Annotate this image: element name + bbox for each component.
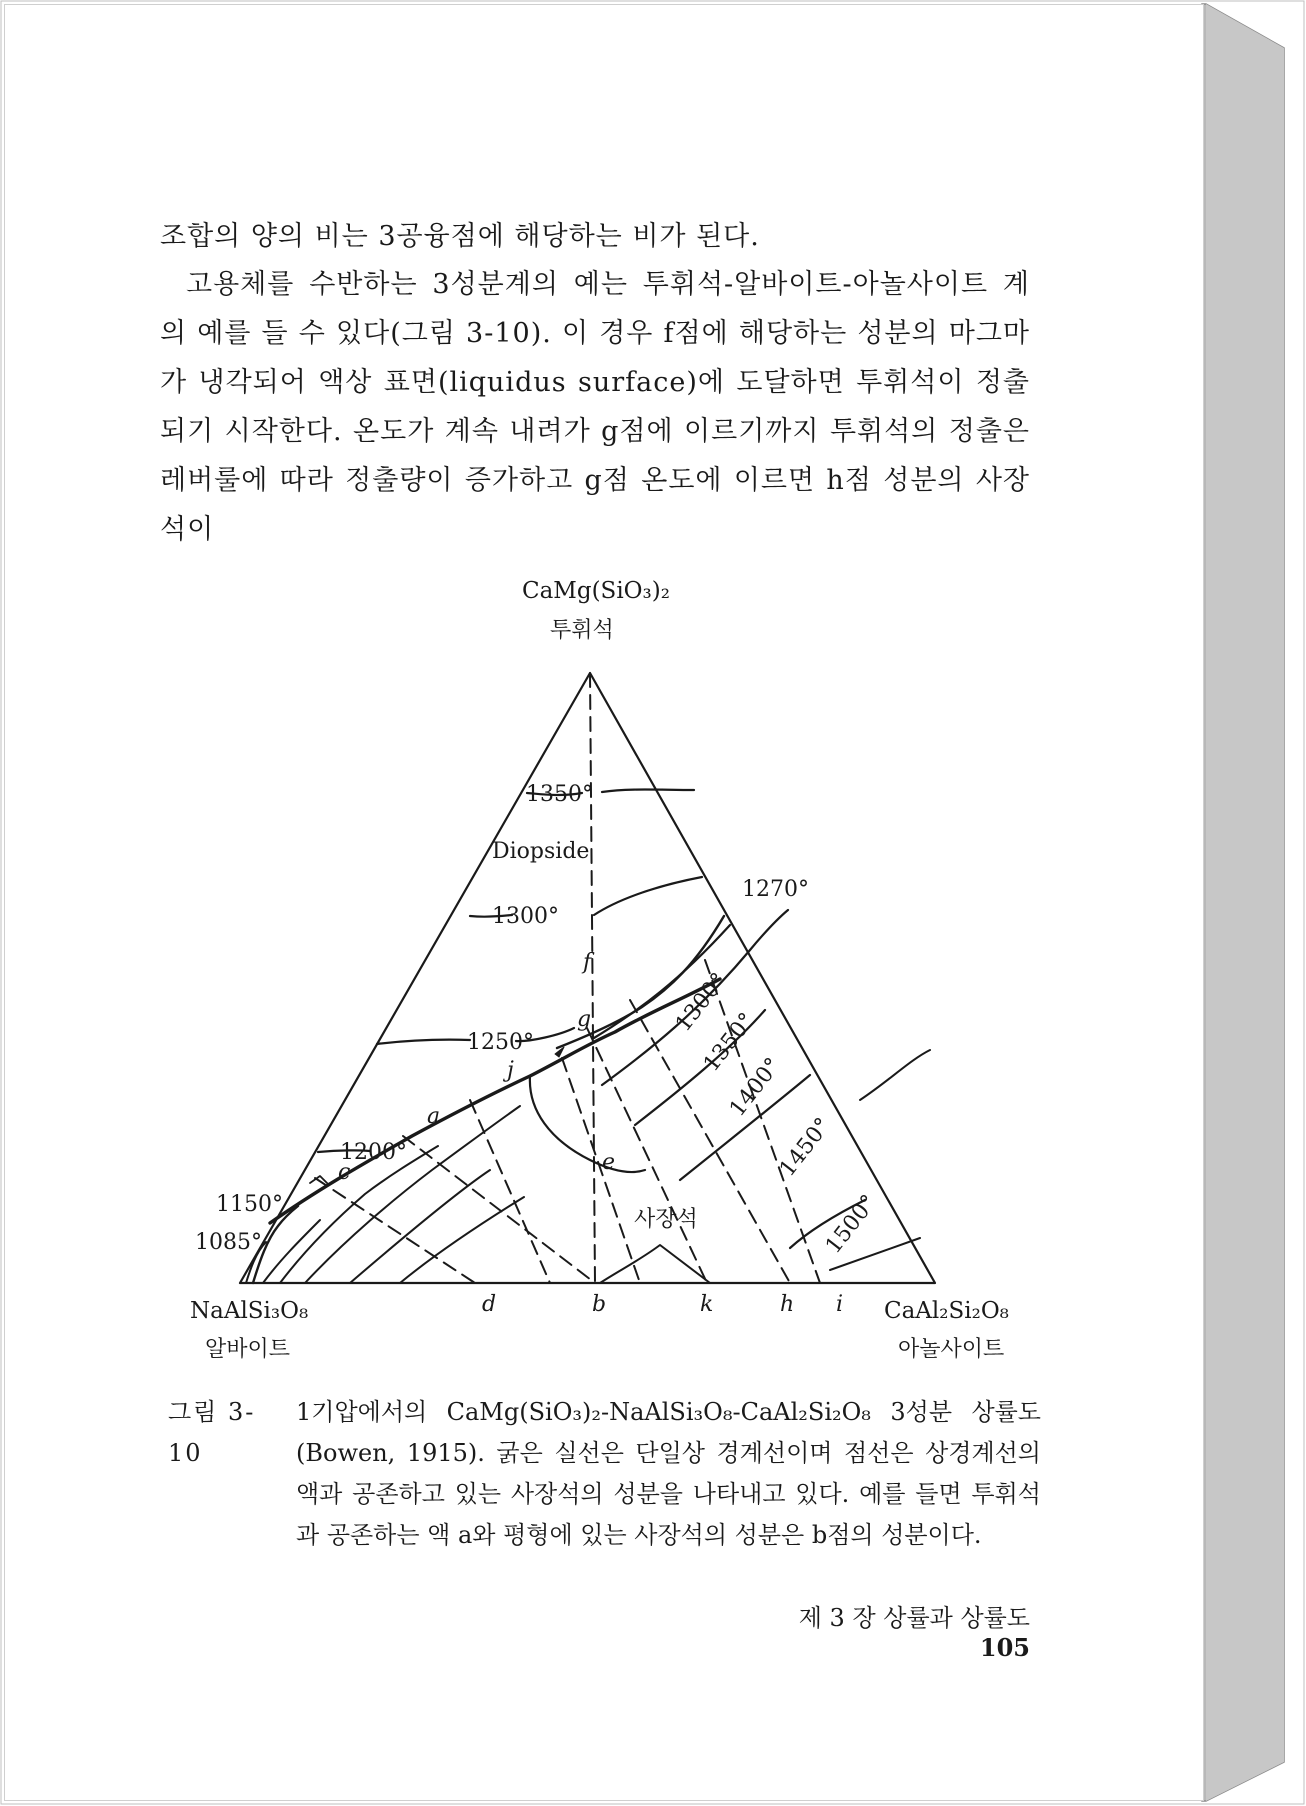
caption-label: 그림 3-10	[168, 1398, 256, 1467]
plag-solid-3	[305, 1106, 520, 1283]
isotherm-label-1300: 1300°	[492, 904, 559, 929]
point-c: c	[338, 1160, 351, 1185]
cotectic-boundary	[270, 979, 720, 1223]
temp-label-1085: 1085°	[195, 1230, 262, 1255]
diagram-lines	[170, 580, 1030, 1380]
isotherm-label-1350: 1350°	[526, 782, 593, 807]
caption-text: 1기압에서의 CaMg(SiO₃)₂-NaAlSi₃O₈-CaAl₂Si₂O₈ 3성분 상률도 (Bowen, 1915). 굵은 실선은 단일상 경계선이며 점선은 상경계선의 액과 공존하고 있는 사장석의 성분을 나타내고 있다. 예를 들면 투휘석과 공존하는 액 a와 평형에 있는 사장석의 성분은 b점의 성분이다.	[296, 1398, 1041, 1549]
plag-isotherm-label-1450: 1450°	[775, 1113, 836, 1182]
tie-a-b	[403, 1136, 595, 1283]
right-name: 아놀사이트	[898, 1337, 1005, 1362]
plag-bottom-curve	[600, 1245, 710, 1283]
point-e: e	[602, 1150, 616, 1175]
plag-isotherm-label-1350: 1350°	[699, 1008, 760, 1077]
base-point-k: k	[700, 1292, 714, 1317]
label-plagioclase: 사장석	[634, 1207, 698, 1232]
isotherm-label-1200: 1200°	[340, 1140, 407, 1165]
triangle-outline	[240, 673, 935, 1283]
plag-isotherm-label-1300: 1300°	[671, 968, 732, 1037]
ternary-phase-diagram	[170, 580, 1030, 1380]
plag-solid-5	[400, 1197, 524, 1283]
point-a: a	[427, 1104, 441, 1129]
base-point-b: b	[592, 1292, 607, 1317]
left-name: 알바이트	[205, 1337, 291, 1362]
tie-mid	[562, 1058, 640, 1283]
isotherm-label-1250: 1250°	[467, 1030, 534, 1055]
tie-mid-2	[470, 1100, 550, 1283]
tie-upper-h	[630, 1000, 790, 1283]
base-point-d: d	[482, 1292, 497, 1317]
temp-label-1150: 1150°	[216, 1192, 283, 1217]
curve-j-e	[530, 1076, 645, 1172]
dashed-line-apex-b	[590, 673, 595, 1283]
tie-c-d	[315, 1178, 475, 1283]
base-point-h: h	[780, 1292, 795, 1317]
isotherm-label-1270: 1270°	[742, 877, 809, 902]
point-g: g	[577, 1007, 592, 1032]
plag-isotherm-label-1400: 1400°	[725, 1053, 786, 1122]
page-number: 105	[979, 1633, 1030, 1662]
plag-upper-right-1	[860, 1050, 930, 1100]
apex-formula: CaMg(SiO₃)₂	[522, 578, 670, 604]
plag-isotherm-label-1500: 1500°	[821, 1190, 882, 1259]
point-f: f	[583, 950, 592, 975]
chapter-title: 제 3 장 상률과 상률도	[798, 1604, 1030, 1632]
left-formula: NaAlSi₃O₈	[190, 1298, 309, 1324]
page-footer	[740, 1598, 1030, 1662]
body-line-1: 조합의 양의 비는 3공융점에 해당하는 비가 된다.	[160, 221, 760, 252]
right-formula: CaAl₂Si₂O₈	[884, 1298, 1009, 1324]
apex-name: 투휘석	[550, 618, 614, 643]
base-point-i: i	[836, 1292, 844, 1317]
label-diopside: Diopside	[492, 839, 590, 864]
body-paragraph-2: 고용체를 수반하는 3성분계의 예는 투휘석-알바이트-아놀사이트 계의 예를 들 수 있다(그림 3-10). 이 경우 f점에 해당하는 성분의 마그마가 냉각되어 액상 표면(liquidus surface)에 도달하면 투휘석이 정출되기 시작한다. 온도가 계속 내려가 g점에 이르기까지 투휘석의 정출은 레버룰에 따라 정출량이 증가하고 g점 온도에 이르면 h점 성분의 사장석이	[160, 269, 1030, 545]
point-j: j	[507, 1058, 514, 1083]
